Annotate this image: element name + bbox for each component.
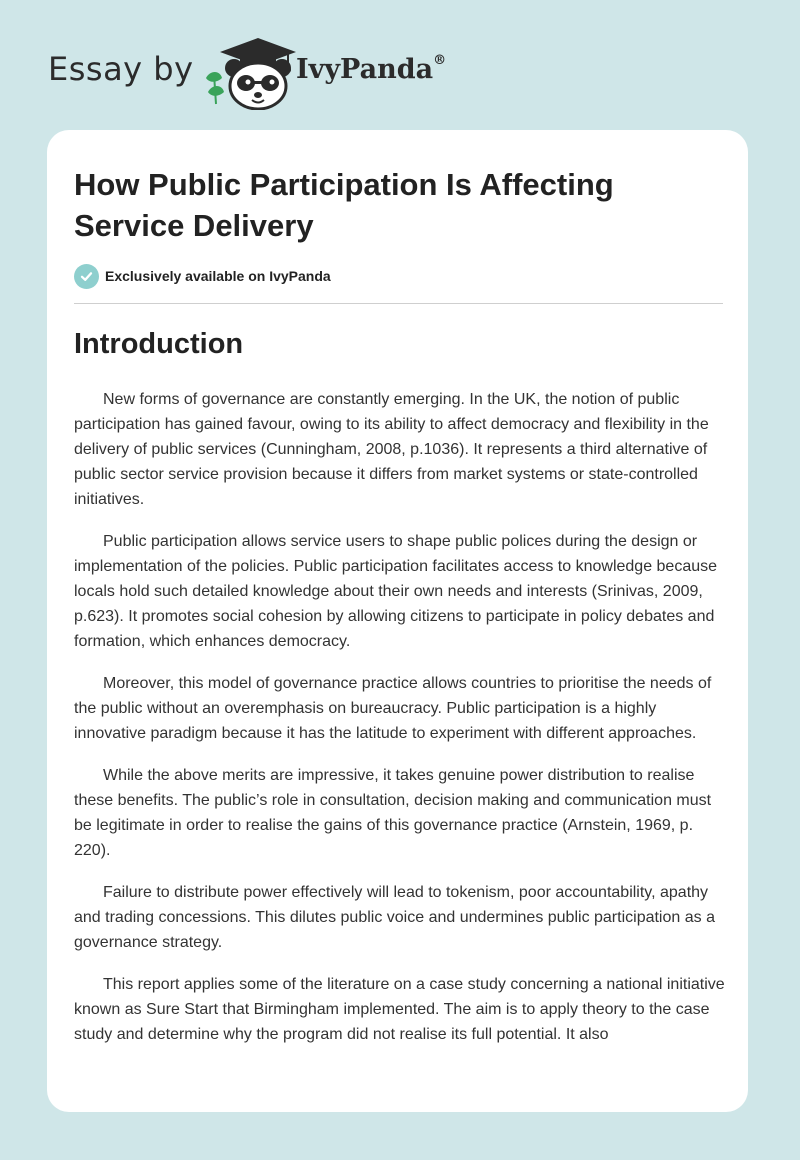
paragraph: This report applies some of the literature on a case study concerning a national initiative known as Sure Start that Birmingham implemented. The aim is to apply theory to the case study and determine why the program did not realise its full potential. It also (74, 976, 725, 1043)
paragraph: While the above merits are impressive, it takes genuine power distribution to realise these benefits. The public’s role in consultation, decision making and communication must be legitimate in order to realise the gains of this governance practice (Arnstein, 1969, p. 220). (74, 767, 712, 859)
site-header (48, 34, 548, 114)
article-card (47, 130, 748, 1112)
article-title: How Public Participation Is Affecting Service Delivery (74, 167, 614, 243)
section-heading: Introduction (74, 328, 244, 360)
divider (74, 303, 723, 304)
paragraph: New forms of governance are constantly emerging. In the UK, the notion of public participation has gained favour, owing to its ability to affect democracy and flexibility in the delivery of public services (Cunningham, 2008, p.1036). It represents a third alternative of public sector service provision because it differs from market systems or state-controlled initiatives. (74, 391, 709, 508)
paragraph: Failure to distribute power effectively will lead to tokenism, poor accountability, apathy and trading concessions. This dilutes public voice and undermines public participation as a governance strategy. (74, 884, 715, 951)
check-circle-icon (74, 264, 99, 289)
exclusive-label: Exclusively available on IvyPanda (105, 268, 331, 284)
panda-graduation-cap-icon (200, 34, 296, 110)
article-body (74, 387, 725, 1064)
paragraph: Public participation allows service users to shape public polices during the design or implementation of the policies. Public participation facilitates access to knowledge because locals hold such detailed knowledge about their own needs and interests (Srinivas, 2009, p.623). It promotes social cohesion by allowing citizens to participate in policy debates and formation, which enhances democracy. (74, 533, 718, 650)
registered-mark: ® (433, 53, 447, 68)
brand-name: IvyPanda® (296, 53, 447, 85)
essay-by-label: Essay by (48, 50, 194, 88)
paragraph: Moreover, this model of governance practice allows countries to prioritise the needs of the public without an overemphasis on bureaucracy. Public participation is a highly innovative paradigm because it has the latitude to experiment with different approaches. (74, 675, 712, 742)
exclusive-badge (74, 263, 331, 289)
